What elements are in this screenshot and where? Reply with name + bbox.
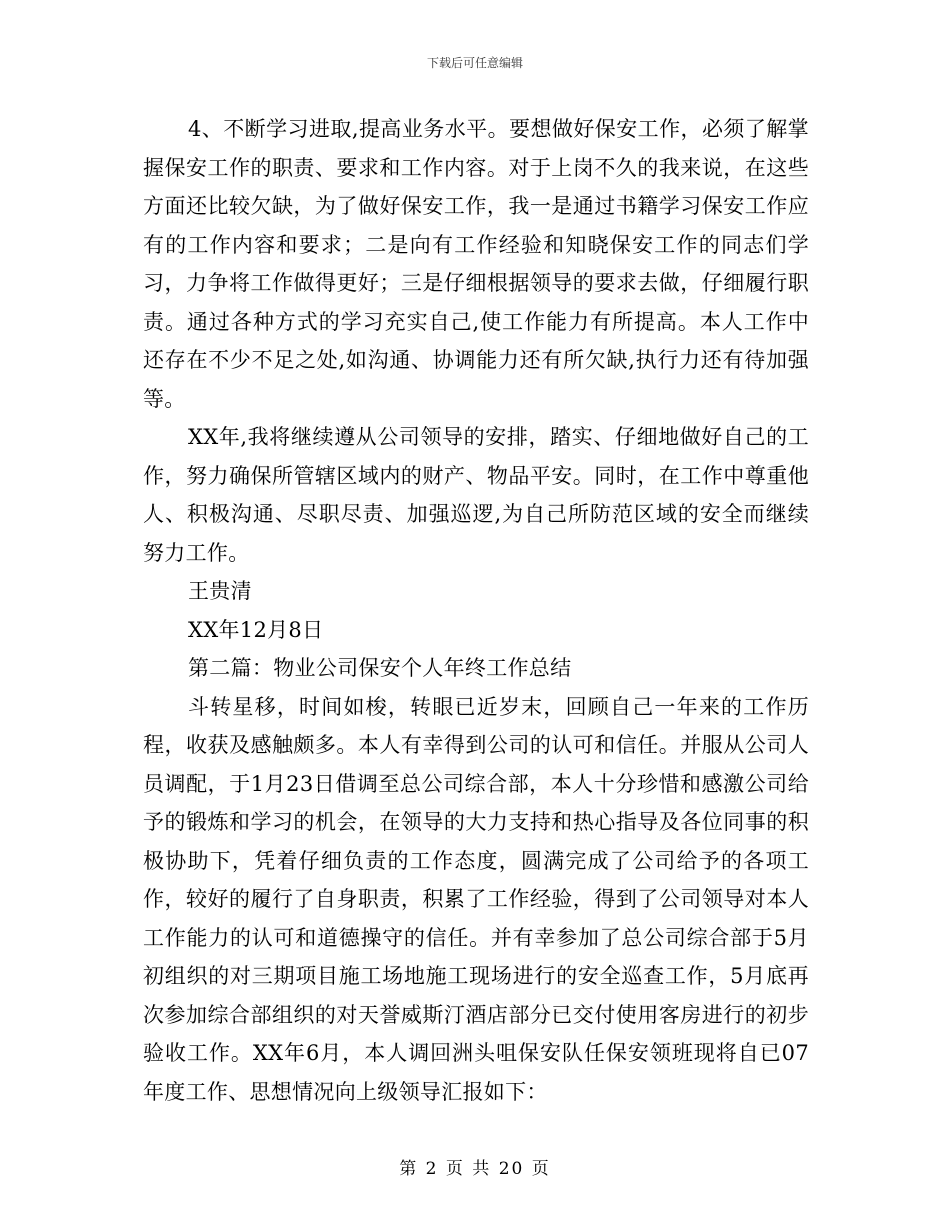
section-heading: 第二篇：物业公司保安个人年终工作总结 [188,656,572,680]
paragraph-next-year: XX年,我将继续遵从公司领导的安排，踏实、仔细地做好自己的工作，努力确保所管辖区域内的财产、物品平安。同时，在工作中尊重他人、积极沟通、尽职尽责、加强巡逻,为自己所防范区域的安全而继续努力工作。 [143,425,809,565]
paragraph-learning: 4、不断学习进取,提高业务水平。要想做好保安工作，必须了解掌握保安工作的职责、要求和工作内容。对于上岗不久的我来说，在这些方面还比较欠缺，为了做好保安工作，我一是通过书籍学习保安工作应有的工作内容和要求；二是向有工作经验和知晓保安工作的同志们学习，力争将工作做得更好；三是仔细根据领导的要求去做，仔细履行职责。通过各种方式的学习充实自己,使工作能力有所提高。本人工作中还存在不少不足之处,如沟通、协调能力还有所欠缺,执行力还有待加强等。 [143,117,809,411]
page-number-footer: 第 2 页 共 20 页 [399,1159,551,1179]
paragraph-summary: 斗转星移，时间如梭，转眼已近岁末，回顾自己一年来的工作历程，收获及感触颇多。本人有幸得到公司的认可和信任。并服从公司人员调配，于1月23日借调至总公司综合部，本人十分珍惜和感激公司给予的锻炼和学习的机会，在领导的大力支持和热心指导及各位同事的积极协助下，凭着仔细负责的工作态度，圆满完成了公司给予的各项工作，较好的履行了自身职责，积累了工作经验，得到了公司领导对本人工作能力的认可和道德操守的信任。并有幸参加了总公司综合部于5月初组织的对三期项目施工场地施工现场进行的安全巡查工作，5月底再次参加综合部组织的对天誉威斯汀酒店部分已交付使用客房进行的初步验收工作。XX年6月，本人调回洲头咀保安队任保安领班现将自已07年度工作、思想情况向上级领导汇报如下： [143,694,809,1104]
signature-date: XX年12月8日 [188,617,324,642]
document-body [143,110,809,1111]
signature-name: 王贵清 [188,579,252,603]
header-note: 下载后可任意编辑 [426,56,523,70]
